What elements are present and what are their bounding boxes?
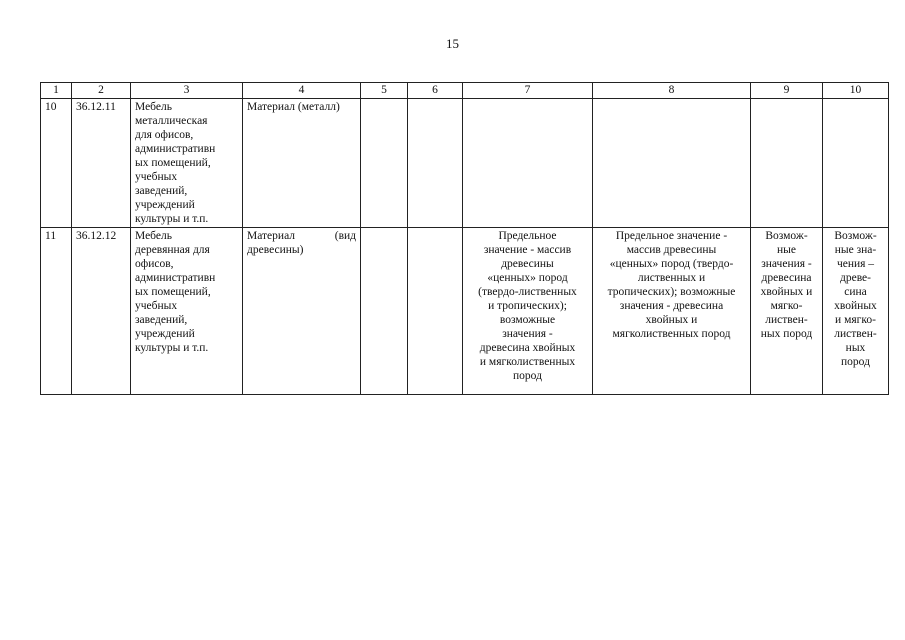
cell-5 bbox=[361, 228, 408, 395]
characteristic-part: (вид bbox=[334, 230, 356, 242]
cell-6 bbox=[408, 228, 463, 395]
okpd-code: 36.12.11 bbox=[72, 99, 131, 228]
header-cell: 5 bbox=[361, 83, 408, 99]
cell-5 bbox=[361, 99, 408, 228]
characteristic-part: древесины) bbox=[247, 244, 304, 256]
header-cell: 10 bbox=[823, 83, 889, 99]
product-name: Мебель деревянная для офисов, административн ых помещений, учебных заведений, учреждений культуры и т.п. bbox=[131, 228, 243, 395]
header-cell: 2 bbox=[72, 83, 131, 99]
header-cell: 7 bbox=[463, 83, 593, 99]
characteristic-line bbox=[247, 229, 356, 243]
cell-7 bbox=[463, 99, 593, 228]
possible-values-cell: Возмож- ные зна- чения – древе- сина хвойных и мягко- листвен- ных пород bbox=[823, 228, 889, 395]
header-cell: 6 bbox=[408, 83, 463, 99]
characteristic-part: Материал bbox=[247, 230, 296, 242]
okpd-code: 36.12.12 bbox=[72, 228, 131, 395]
page-number: 15 bbox=[446, 36, 459, 51]
specification-table bbox=[40, 82, 889, 395]
cell-6 bbox=[408, 99, 463, 228]
row-number: 10 bbox=[41, 99, 72, 228]
table-row bbox=[41, 99, 889, 228]
header-cell: 3 bbox=[131, 83, 243, 99]
limit-value-cell: Предельное значение - массив древесины «ценных» пород (твердо-лиственных и тропических); возможные значения - древесина хвойных и мягколиственных пород bbox=[463, 228, 593, 395]
possible-values-cell: Возмож- ные значения - древесина хвойных и мягко- листвен- ных пород bbox=[751, 228, 823, 395]
cell-9 bbox=[751, 99, 823, 228]
header-cell: 1 bbox=[41, 83, 72, 99]
product-name: Мебель металлическая для офисов, административн ых помещений, учебных заведений, учреждений культуры и т.п. bbox=[131, 99, 243, 228]
header-cell: 4 bbox=[243, 83, 361, 99]
limit-value-cell: Предельное значение - массив древесины «ценных» пород (твердо- лиственных и тропических); возможные значения - древесина хвойных и мягколиственных пород bbox=[593, 228, 751, 395]
cell-10 bbox=[823, 99, 889, 228]
characteristic: Материал (металл) bbox=[243, 99, 361, 228]
header-cell: 9 bbox=[751, 83, 823, 99]
characteristic bbox=[243, 228, 361, 395]
header-cell: 8 bbox=[593, 83, 751, 99]
row-number: 11 bbox=[41, 228, 72, 395]
table-header-row bbox=[41, 83, 889, 99]
table-row bbox=[41, 228, 889, 395]
cell-8 bbox=[593, 99, 751, 228]
